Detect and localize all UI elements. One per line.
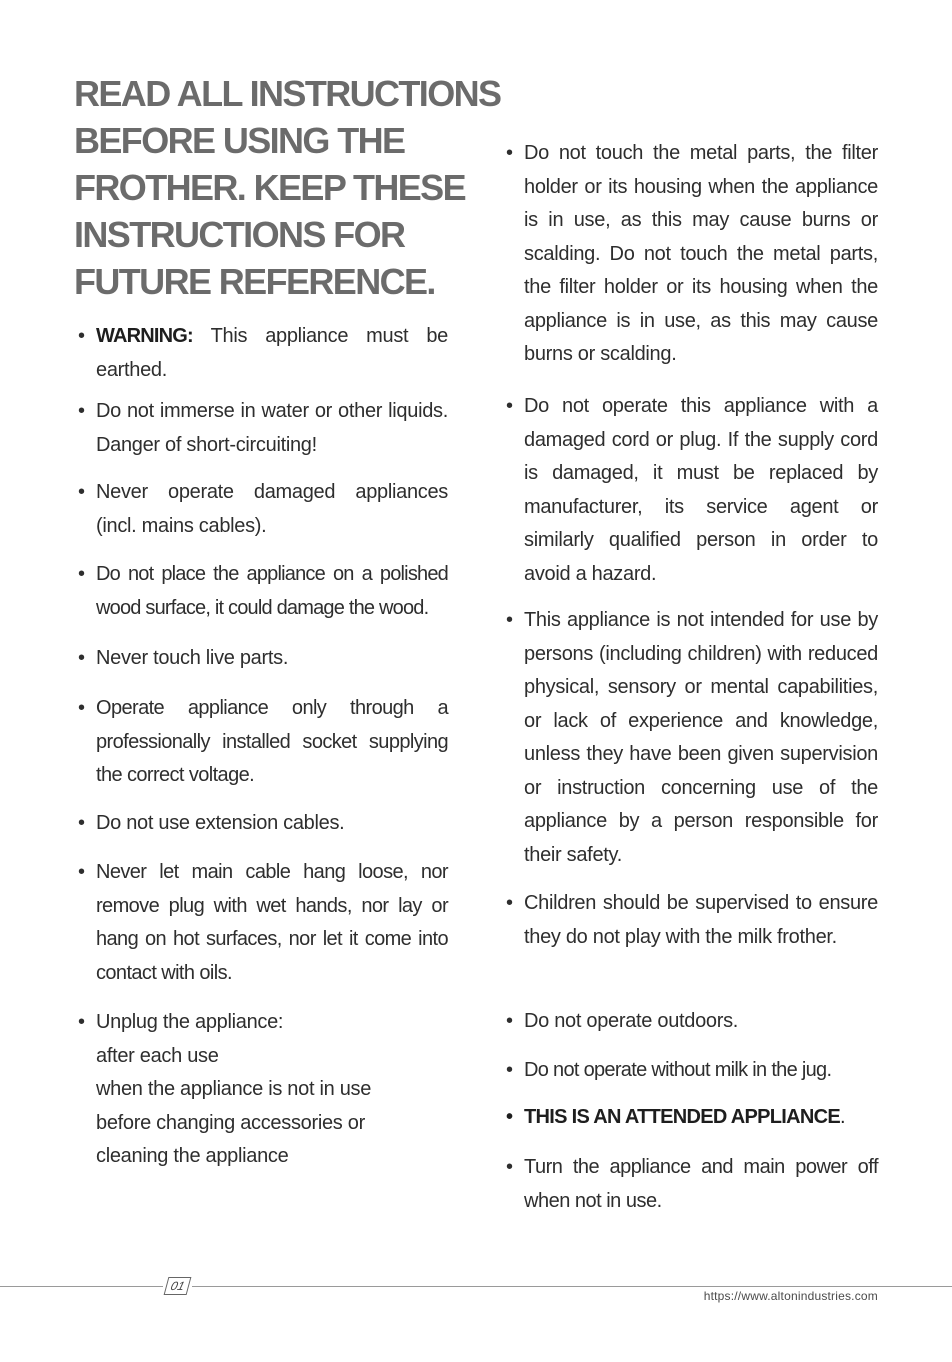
list-item <box>78 558 448 625</box>
list-item-text: Do not operate outdoors. <box>524 1010 739 1032</box>
bullet-icon: • <box>78 861 85 883</box>
bullet-icon: • <box>506 892 513 914</box>
bullet-icon: • <box>506 1059 513 1081</box>
list-item-text: Turn the appliance and main power off when not in use. <box>524 1156 878 1212</box>
list-item-text: This appliance must be earthed. <box>96 325 448 381</box>
list-item-attended <box>506 1101 878 1135</box>
attended-suffix: . <box>840 1106 845 1128</box>
list-item-text: Do not operate this appliance with a damaged cord or plug. If the supply cord is damaged, it must be replaced by manufacturer, its service agent or similarly qualified person in order to avoid a hazard. <box>524 395 878 585</box>
list-item-unplug <box>78 1006 448 1174</box>
page-number-box: 01 <box>164 1277 192 1295</box>
bullet-icon: • <box>78 400 85 422</box>
list-item-text: Never let main cable hang loose, nor remove plug with wet hands, nor lay or hang on hot surfaces, nor let it come into contact with oils. <box>96 861 448 984</box>
bullet-icon: • <box>78 325 85 347</box>
bullet-icon: • <box>506 1010 513 1032</box>
list-item <box>78 856 448 990</box>
list-item-text: Children should be supervised to ensure they do not play with the milk frother. <box>524 892 878 948</box>
list-item-text: Do not touch the metal parts, the filter holder or its housing when the appliance is in use, as this may cause burns or scalding. Do not touch the metal parts, the filter holder or its housing when the appliance is in use, as this may cause burns or scalding. <box>524 142 878 365</box>
list-item-text: Unplug the appliance: <box>96 1011 284 1033</box>
list-item <box>78 692 448 793</box>
subline: after each use <box>96 1044 219 1067</box>
attended-notice: THIS IS AN ATTENDED APPLIANCE <box>524 1106 841 1128</box>
warning-label: WARNING: <box>96 325 193 347</box>
list-item <box>506 1005 878 1039</box>
bullet-icon: • <box>78 812 85 834</box>
footer-divider <box>0 1286 952 1287</box>
list-item <box>78 807 448 841</box>
footer-url: https://www.altonindustries.com <box>703 1289 878 1303</box>
list-item-text: Do not place the appliance on a polished wood surface, it could damage the wood. <box>96 563 448 619</box>
list-item <box>506 887 878 954</box>
list-item <box>78 395 448 462</box>
bullet-icon: • <box>78 563 85 585</box>
list-item <box>506 390 878 591</box>
bullet-icon: • <box>78 481 85 503</box>
list-item <box>78 642 448 676</box>
bullet-icon: • <box>78 647 85 669</box>
list-item-text: Never touch live parts. <box>96 647 289 669</box>
page-number <box>163 1277 192 1295</box>
list-item-warning <box>78 320 448 387</box>
list-item <box>506 137 878 372</box>
bullet-icon: • <box>78 697 85 719</box>
list-item <box>506 1151 878 1218</box>
bullet-icon: • <box>506 395 513 417</box>
list-item-text: Never operate damaged appliances (incl. mains cables). <box>96 481 448 537</box>
bullet-icon: • <box>506 1156 513 1178</box>
list-item <box>506 1054 878 1088</box>
bullet-icon: • <box>506 1106 513 1128</box>
bullet-icon: • <box>506 609 513 631</box>
page-title: READ ALL INSTRUCTIONS BEFORE USING THE FROTHER. KEEP THESE INSTRUCTIONS FOR FUTURE REFERENCE. <box>74 73 501 302</box>
list-item <box>78 476 448 543</box>
subline: cleaning the appliance <box>96 1145 289 1167</box>
list-item-text: This appliance is not intended for use by persons (including children) with reduced physical, sensory or mental capabilities, or lack of experience and knowledge, unless they have been given supervision or instruction concerning use of the appliance by a person responsible for their safety. <box>524 609 878 866</box>
subline: before changing accessories or <box>96 1111 365 1134</box>
subline: when the appliance is not in use <box>96 1078 372 1100</box>
list-item-text: Do not use extension cables. <box>96 812 345 834</box>
list-item-text: Do not operate without milk in the jug. <box>524 1059 832 1081</box>
list-item-text: Operate appliance only through a professionally installed socket supplying the correct voltage. <box>96 697 448 786</box>
list-item <box>506 604 878 872</box>
bullet-icon: • <box>506 142 513 164</box>
list-item-text: Do not immerse in water or other liquids. Danger of short-circuiting! <box>96 400 448 456</box>
bullet-icon: • <box>78 1011 85 1033</box>
